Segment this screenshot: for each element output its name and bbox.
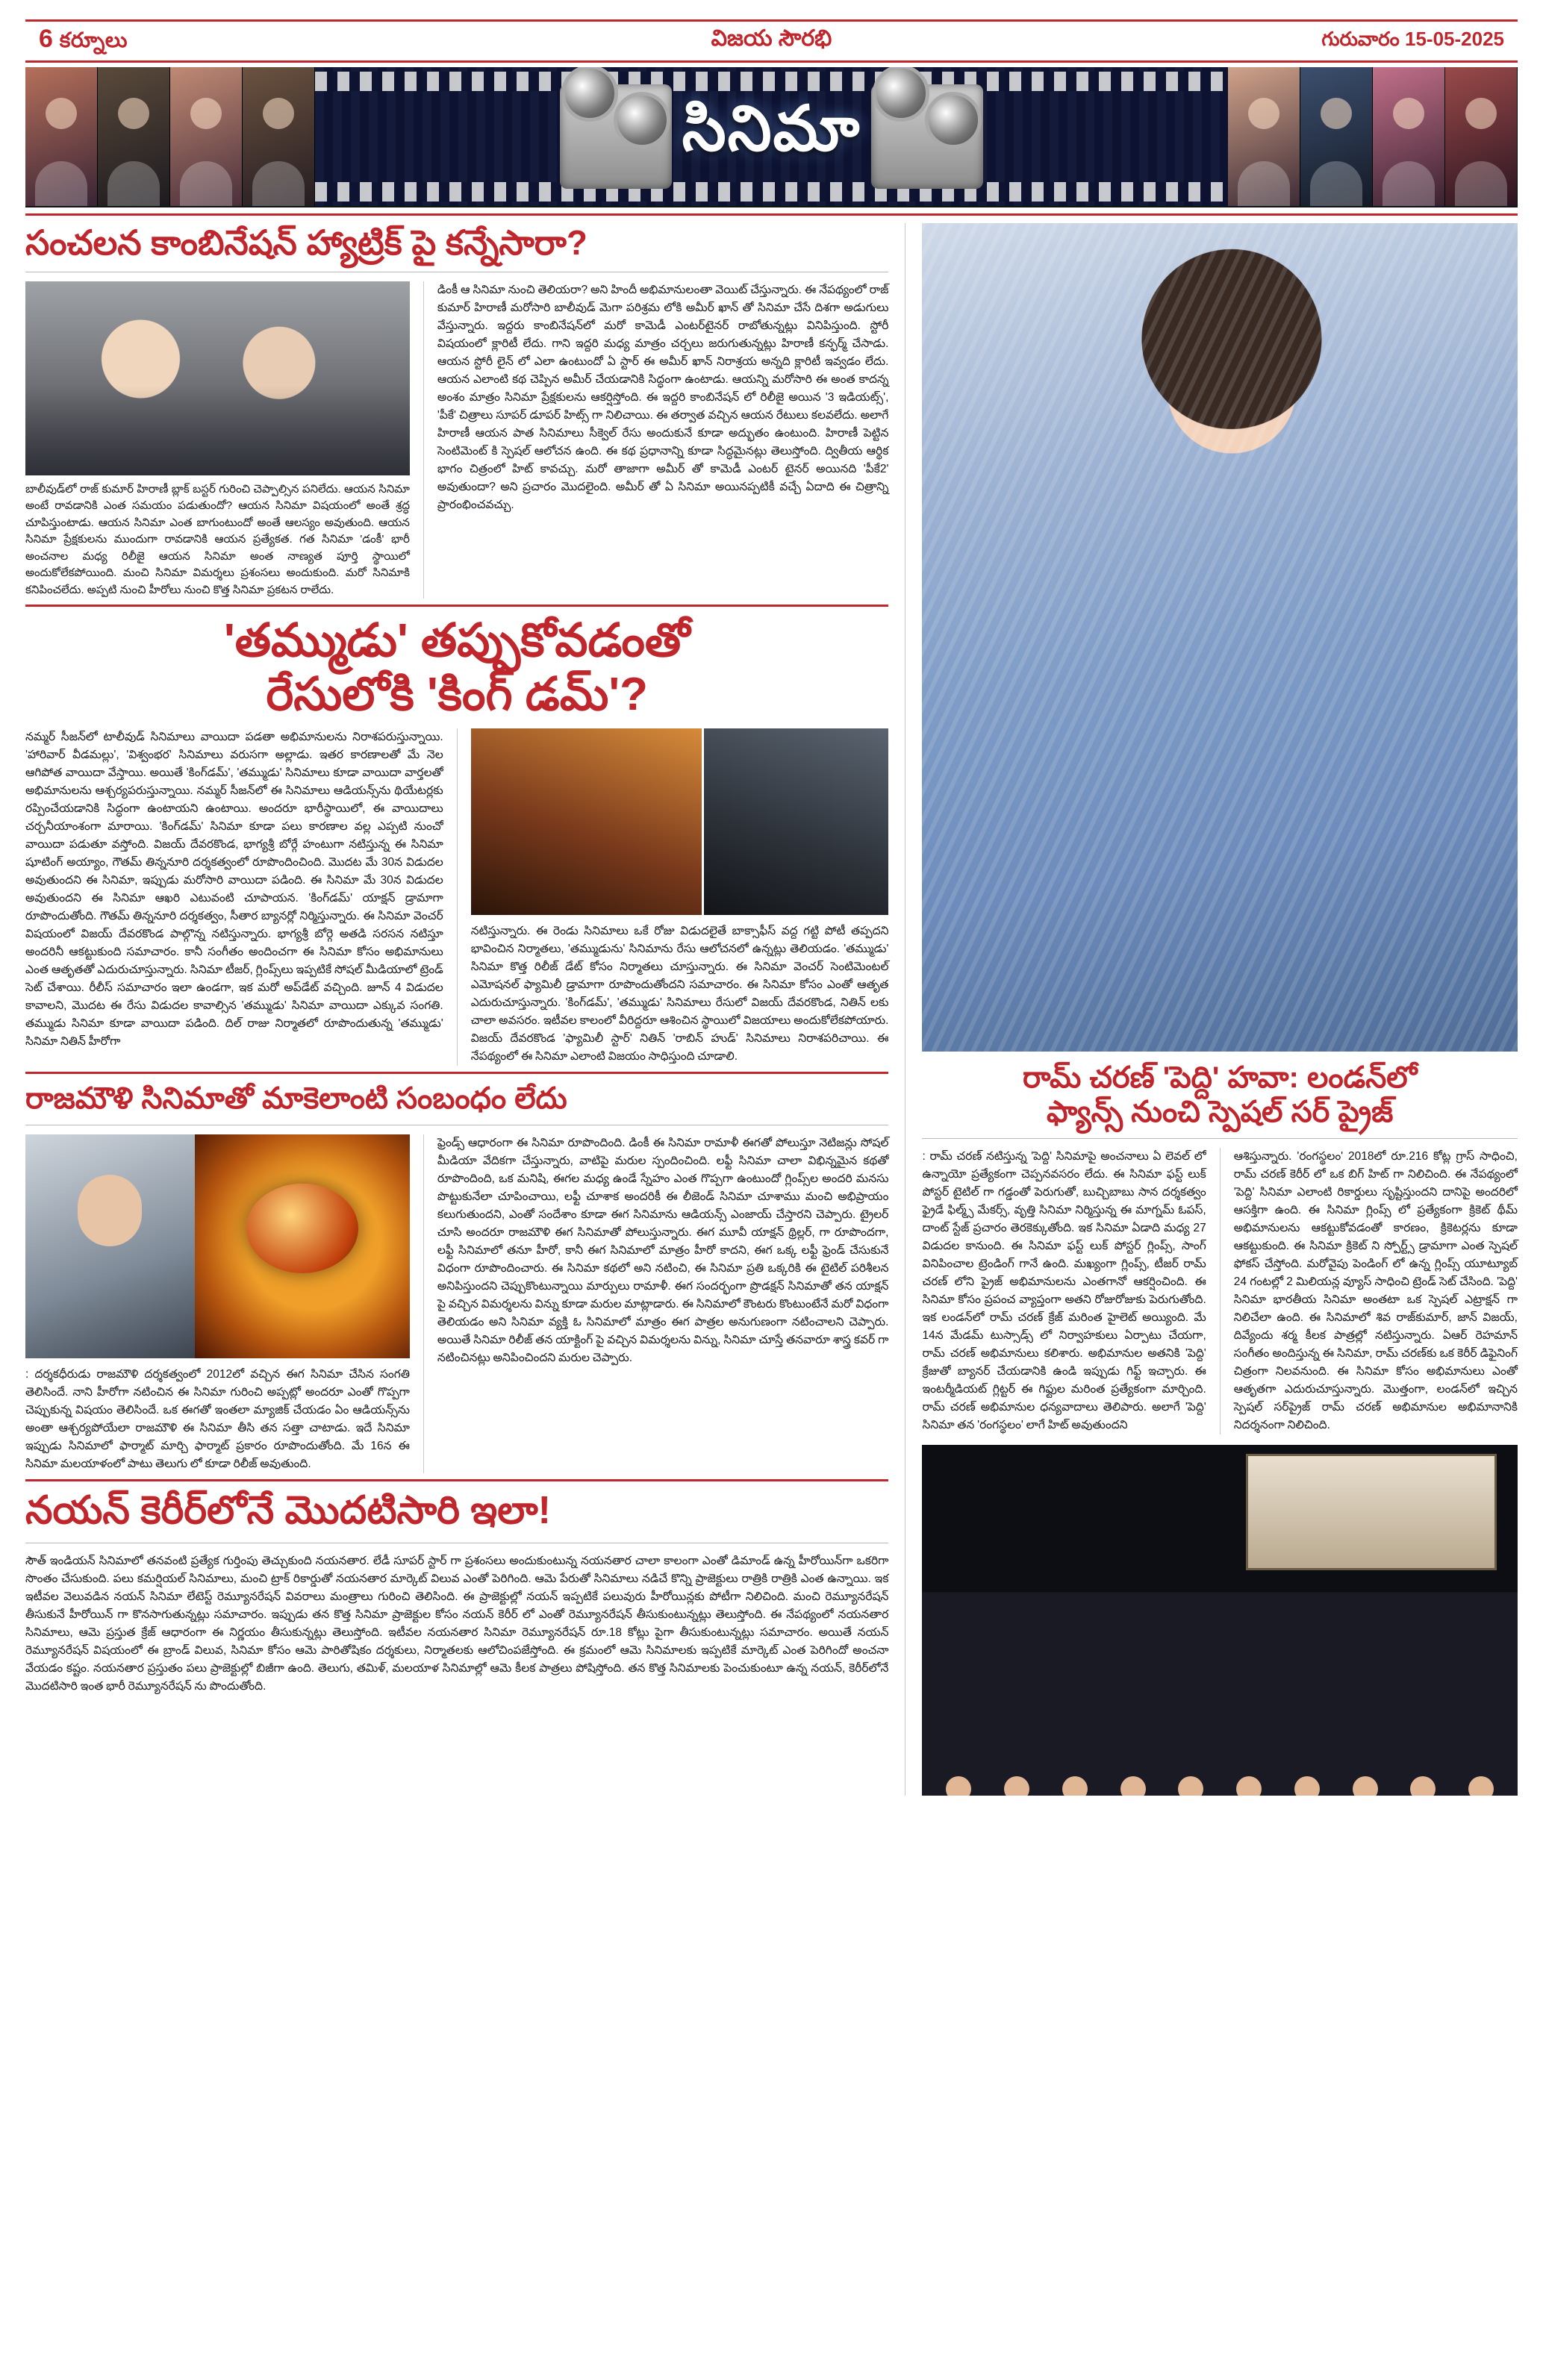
urvashi-rautela-portrait-photo	[922, 223, 1518, 1052]
article-4-body: : రామ్‌ చరణ్‌ నటిస్తున్న 'పెద్ది' సినిమాపై అంచనాలు ఏ లెవల్‌ లో ఉన్నాయో ప్రత్యేకంగా చెప్పనవసరం లేదు. ఈ సినిమా ఫస్ట్‌ లుక్‌ పోస్టర్‌ టైటిల్‌ గా గడ్డంతో పెరుగుతో, బుచ్చిబాబు సాన దర్శకత్వం ఫ్రైడే ఫిల్మ్స్‌ మేకర్స్‌, వృత్తి సినిమా నిర్మిస్తున్న ఈ మాగ్నమ్‌ ఓపస్‌, దాంట్‌ స్టేజ్‌ ప్రచారం తెరకెక్కుతోంది. ఇక సినిమా ఏడాది మధ్య 27 విడుదల కానుంది. ఈ సినిమా ఫస్ట్‌ లుక్‌ పోస్టర్‌ గ్లింప్స్‌, సాంగ్‌ వినిపించాల ట్రెండింగ్‌ గానే ఉంది. మఖ్యంగా గ్లింప్స్‌, టీజర్‌ రామ్‌ చరణ్‌ లోని ప్రైజ్‌ అభిమానులను ఎంతగానో ఆకర్షించింది. ఈ సినిమా కోసం ప్రపంచ వ్యాప్తంగా అతని రోజురోజుకు పెరుగుతోంది. ఇక లండన్‌లో రామ్‌ చరణ్‌ క్రేజ్‌ మరింత హైలెట్‌ అయ్యింది. మే 14న మేడమ్‌ టుస్సాడ్స్‌ లో నిర్వాహకులు ఏర్పాటు చేయగా, రామ్‌ చరణ్‌ అభిమానులు కలిశారు. అభిమానుల అతనికి 'పెద్ది' క్రేజుతో బ్యానర్‌ చేయడానికి ఉండి ఇప్పుడు గిఫ్ట్‌ ఇచ్చారు. ఈ ఇంటర్మీడియట్‌ గ్లిట్టర్‌ ఈ గిఫ్టుల మరింత ప్రత్యేకంగా మార్చింది. రామ్‌ చరణ్‌ అభిమానుల ధన్యవాదాలు తెలిపారు. అలాగే 'పెద్ది' సినిమా తన 'రంగస్థలం' లాగే హిట్‌ అవుతుందని	[922, 1150, 1206, 1432]
article-3-body-col2: ఫ్రెండ్స్‌ ఆధారంగా ఈ సినిమా రూపొందింది. డింకీ ఈ సినిమా రామాళీ ఈగతో పోలుస్తూ నెటిజన్లు సోషల్‌ మీడియా వేదికగా చేస్తున్నారు, వాటిపై మరుల స్పందించింది. లఫ్టీ సినిమా చాలా విభిన్నమైన కథతో రూపొందింది, ఒక మనిషి, ఈగల మధ్య ఉండే స్నేహం ఎంత గొప్పగా ఉంటుందో గ్లింప్స్‌ల అందరి మనసు పొట్టుకునేలా చూపించాయి, లఫ్టీ చూశాక అందరికీ ఈ లీజెండ్‌ సినిమా చూశాము మంచి అభిప్రాయం కలుగుతుందని, ఎంతో సందేశాం కూడా ఈగ సినిమాను ఆడియన్స్‌ ఎంజాయ్‌ చేస్తారని చెప్పారు. ట్రైలర్‌ చూసి అందరూ రాజమౌళి ఈగ సినిమాతో పోలుస్తున్నారు. ఈగ మూవీ యాక్షన్‌ థ్రిల్లర్‌, గా రూపొందగా, లఫ్టీ సినిమాలో తనూ హీరో, కానీ ఈగ సినిమాలో మాత్రం హీరో కాదని, ఈగ ఒక్క లఫ్టీ ఫ్రెండ్‌ చేసుకునే విధంగా రూపొందించారు. ఈ సినిమా కథలో అని నటించి, ఈ సినిమా ప్రతి ఒక్కరికి ఈ టైటిల్‌ పరిశీలన అనిపిస్తుందని చెప్పుకొంటున్నాయి మార్పులు రామాళీ. ఈగ సందర్భంగా ప్రొడక్షన్‌ సినిమాతో తన యాక్షన్‌ పై వచ్చిన విమర్శలను విన్ను కూడా మరుల మాట్లాడారు. ఈ సినిమాలో కౌంటరు కొంటుంటేనే మరో విధంగా తెలియడం అని సినిమా వ్యక్తి ఓ సినిమాలో మాత్రం ఈగ పాత్రల అనుగుణంగా నటించాలని చెప్పారు. అయితే సినిమా రిలీజ్ తన యాక్టింగ్‌ పై వచ్చిన విమర్శలను విన్ను, సినిమా చూస్తే తనవారూ శాస్త్ర కవర్‌ గా నటించినట్లు అనిపించిందని మరుల చెప్పారు.	[437, 1137, 889, 1365]
divider-5	[25, 1479, 888, 1481]
page-edition-label: కర్నూలు	[59, 28, 128, 51]
article-5-body: సౌత్‌ ఇండియన్‌ సినిమాలో తనవంటి ప్రత్యేక గుర్తింపు తెచ్చుకుంది నయనతార. లేడీ సూపర్‌ స్టార్‌ గా ప్రశంసలు అందుకుంటున్న నయనతార చాలా కాలంగా ఎంతో డిమాండ్‌ ఉన్న హీరోయిన్‌గా ఒకరిగా సొంతం చేసుకుంది. పలు కమర్షియల్‌ సినిమాలు, మంచి ట్రాక్‌ రికార్డుతో నయనతార మార్కెట్‌ విలువ ఎంతో పెరిగింది. ఆమె పేరుతో సినిమాలు నడిచే కొన్ని ప్రాజెక్టులు రాత్రికి రాత్రికి ఎంత ఉన్నాయి. ఇక ఇటీవల వెలువడిన నయన్‌ సినిమా లేటెస్ట్‌ రెమ్యూనరేషన్‌ వివరాలు మంత్రాలు గురించి తెలిసింది. ఈ ప్రాజెక్టుల్లో నయన్‌ ఇప్పటికే పలువురు హీరోయిన్లకు పోటీగా నిలిచింది. మంచి రెమ్యూనరేషన్‌ తీసుకునే హీరోయిన్‌ గా కొనసాగుతున్నట్లు సమాచారం. ఇప్పుడు తన కొత్త సినిమా ప్రాజెక్టుల కోసం నయన్‌ కెరీర్‌ లో ఎంతో రెమ్యూనరేషన్‌ తీసుకుంటున్నట్లు తెలుస్తోంది. ఈ నేపథ్యంలో నయనతార సినిమాలు, ఆమె ప్రస్తుత క్రేజ్‌ ఆధారంగా ఈ నిర్ణయం తీసుకున్నట్లు తెలుస్తోంది. ఇటీవల నయనతార సినిమా రెమ్యూనరేషన్‌ రూ.18 కోట్లు పైగా తీసుకుంటున్నట్లు సమాచారం. అయితే నయన్‌ రెమ్యూనరేషన్‌ విషయంలో ఈ బ్రాండ్‌ విలువ, సినిమా కోసం ఆమె పారితోషికం దర్శకులు, నిర్మాతలకు ఆలోచింపజేస్తోంది. ఈ క్రమంలో ఆమె సినిమాలకు ఇప్పటికే మార్కెట్‌ ఎంత పెరిగిందో అంచనా వేయడం కష్టం. నయనతార ప్రస్తుతం పలు ప్రాజెక్టుల్లో బిజీగా ఉంది. తెలుగు, తమిళ్‌, మలయాళ సినిమాల్లో ఆమె కీలక పాత్రలు పోషిస్తోంది. తన కొత్త సినిమాలకు పెంచుకుంటూ ఉన్న నయన్‌, కెరీర్‌లోనే మొదటిసారి ఇంత భారీ రెమ్యూనరేషన్‌ ను పొందుతోంది.	[25, 1555, 889, 1693]
page-number: 6	[39, 25, 54, 53]
column-rule-1	[423, 281, 424, 599]
actor-thumb-2	[98, 67, 170, 206]
issue-date: గురువారం 15-05-2025	[1321, 27, 1504, 50]
actress-thumb-8	[1445, 67, 1518, 206]
movie-launch-event-photo	[922, 1445, 1518, 1796]
film-projector-icon-2	[871, 84, 983, 189]
kingdom-thammudu-posters	[471, 728, 889, 915]
article-5-headline: నయన్ కెరీర్‌లోనే మొదటిసారి ఇలా!	[25, 1489, 551, 1533]
masthead	[25, 19, 1518, 63]
article-2-headline-line2: రేసులోకి 'కింగ్ డమ్'?	[266, 668, 648, 720]
article-1-body: డింకీ ఆ సినిమా నుంచి తెలియరా? అని హిందీ అభిమానులంతా వెయిట్‌ చేస్తున్నారు. ఈ నేపథ్యంలో రాజ్‌ కుమార్‌ హిరాణీ మరోసారి బాలీవుడ్‌ మెగా పరిశ్రమ లోకి అమీర్‌ ఖాన్‌ తో సినిమా చేసే దిశగా అడుగులు వేస్తున్నారు. ఇద్దరు కాంబినేషన్‌లో మరో కామెడీ ఎంటర్‌టైనర్‌ రాబోతున్నట్లు వినిపిస్తుంది. స్టోరీ విషయంలో క్లారిటీ లేదు. గాని ఇద్దరి మధ్య మాత్రం చర్చలు జరుగుతున్నట్లు హిరాణీ కన్ఫర్మ్ చేసాడు. ఆయన స్టోరీ లైన్‌ లో ఎలా ఉంటుందో ఏ స్టార్‌ ఈ అమీర్‌ ఖాన్‌ నిరాశ్రయ అన్నది క్లారిటీ ఇవ్వడం లేదు. ఆయన ఎలాంటి కథ చెప్పిన అమీర్‌ చేయడానికి సిద్ధంగా ఉంటాడు. ఆయన్ని మరోసారి ఈ అంత కాదన్న అంశం మాత్రం సినిమా ప్రేక్షకులను ఆకర్షిస్తోంది. ఈ ఇద్దరి కాంబినేషన్‌ లో రిలీజై అయిన '3 ఇడియట్స్', 'పీకే' చిత్రాలు సూపర్‌ డూపర్‌ హిట్స్‌ గా నిలిచాయి. ఈ తర్వాత వచ్చిన ఆయన రేటులు కలవలేదు. అలాగే హిరాణీ ఆయన పాత సినిమాలు సీక్వెల్‌ రేసు అందుకునే కూడా అద్భుతం ఉంటుంది. హిరాణీ పెట్టిన సెంటిమెంట్‌ కి స్పెషల్‌ ఆలోచన ఉంది. ఈ కథ ప్రధానాన్ని కూడా సిద్ధమైనట్లు తెలుస్తోంది. ద్వితీయ ఆర్థిక భాగం చిత్రంలో హిట్‌ కావచ్చు. మరో తాజాగా అమీర్‌ తో కామెడీ ఎంటర్‌ టైనర్‌ అయినది 'పీకే2' అవుతుందా? అని ప్రచారం మొదలైంది. అమీర్‌ తో ఏ సినిమా అయినప్పటికీ వచ్చే ఏదాది ఈ చిత్రాన్ని ప్రారంభించవచ్చు.	[437, 283, 889, 512]
article-1-headline: సంచలన కాంబినేషన్ హ్యాట్రిక్ పై కన్నేసారా?	[25, 223, 587, 262]
actor-thumb-4	[243, 67, 315, 206]
article-2-body-col1: నమ్మర్‌ సీజన్‌లో టాలీవుడ్‌ సినిమాలు వాయిదా పడతా అభిమానులను నిరాశపరుస్తున్నాయి. 'హారివార్‌ వీడమల్లు', 'విశ్వంభర' సినిమాలు వరుసగా అల్లాడు. ఇతర కారణాలతో మే నెల ఆగిపోత వాయిదా వేస్తాయి. అయితే 'కింగ్‌డమ్', 'తమ్ముడు' సినిమాలు కూడా వాయిదా వార్తలతో అభిమానులను ఆశ్చర్యపరుస్తున్నాయి. నమ్మర్‌ సీజన్‌లో ఈ సినిమాలు ఆడియన్స్‌ను థియేటర్లకు రప్పించేయడానికి సిద్ధంగా ఉంటాయని ఉంటాయి. అందరూ భారీస్థాయిలో, ఈ వాయిదాలు చర్చనీయాంశంగా మారాయి. 'కింగ్‌డమ్‌' సినిమా కూడా పలు కారణాల వల్ల ఎప్పటి నుంచో వాయిదా పడుతూ వస్తోంది. విజయ్‌ దేవరకొండ, భాగ్యశ్రీ బోర్గే హంటుగా నటిస్తున్న ఈ సినిమా షూటింగ్‌ అయ్యాం, గౌతమ్‌ తిన్ననూరి దర్శకత్వంలో రూపొందించింది. మొదట మే 30న విడుదల అవుతుందని ఈ సినిమా, ఇప్పుడు మరోసారి వాయిదా పడింది. ఈ సినిమా మే 30న విడుదల అవుతుందని ఈ సినిమా ఆఖరి ఎటువంటి చూపాయన. 'కింగ్‌డమ్‌' యాక్షన్‌ డ్రామాగా రూపొందుతోంది. గౌతమ్‌ తిన్ననూరి దర్శకత్వం, సీతార బ్యానర్లో నిర్మిస్తున్నారు. ఈ సినిమా వెంచర్‌ విషయంలో విజయ్‌ దేవరకొండ పాల్గొన్న నటిస్తున్నారు. భాగ్యశ్రీ బోర్గె అతడి సరసన నటిస్తూ అందరినీ ఆకట్టుకుంది సమాచారం. కానీ సంగీతం అందించగా ఈ సినిమా కోసం అభిమానులు ఎంత ఆతృతతో ఎదురుచూస్తున్నారు. సినిమా టీజర్‌, గ్లింప్స్‌లు ఇప్పటికే సోషల్‌ మీడియాలో ట్రెండ్‌ సెట్‌ చేశాయి. రీలీస్ సమాచారం ఇలా ఉండగా, ఇక మరో అప్‌డేట్‌ వచ్చింది. జూన్‌ 4 విడుదల కావాలని, మొదట ఈ రేసు విడుదల కావాల్సిన 'తమ్ముడు' సినిమా వాయిదా ఎక్కువ సంగతి. తమ్ముడు సినిమా కూడా వాయిదా పడింది. దిల్‌ రాజు నిర్మాతలో రూపొందుతున్న 'తమ్ముడు' సినిమా నితిన్‌ హీరోగా	[25, 730, 443, 1049]
banner-center	[315, 67, 1228, 206]
film-strip-bottom-decor	[315, 182, 1228, 202]
article-4-body-overflow: ఆశిస్తున్నారు. 'రంగస్థలం' 2018లో రూ.216 కోట్ల గ్రాస్‌ సాధించి, రామ్‌ చరణ్‌ కెరీర్‌ లో ఒక బిగ్‌ హిట్‌ గా నిలిచింది. ఈ నేపథ్యంలో 'పెద్ది' సినిమా ఎలాంటి రికార్డులు సృష్టిస్తుందని దానిపై అందరిలో ఆసక్తిగా ఉంది. ఈ సినిమా గ్లింప్స్‌ లో ప్రత్యేకంగా క్రికెట్‌ థీమ్‌ అభిమానులను ఆకట్టుకోవడంతో కారణం, క్రికెటర్లను కూడా ఆకట్టుకుంది. ఈ సినిమా క్రికెట్‌ ని స్పోర్ట్స్‌ డ్రామాగా ఎంత స్పెషల్‌ ఫోకస్‌ చేస్తోంది. మరోవైపు పెండింగ్‌ లో ఉన్న గ్లింప్స్‌ యూట్యూబ్‌ 24 గంటల్లో 2 మిలియన్ల వ్యూస్‌ సాధించి ట్రెండ్‌ సెట్‌ చేసింది. 'పెద్ది' సినిమా భారతీయ సినిమా అంతటా ఒక స్పెషల్‌ ఎట్రాక్షన్‌ గా నిలిచేలా ఉంది. ఈ సినిమాలో శివ రాజ్‌కుమార్‌, జాన్‌ విజయ్‌, దివ్యేందు శర్మ కీలక పాత్రల్లో నటిస్తున్నారు. ఏఆర్‌ రెహమాన్‌ సంగీతం అందిస్తున్న ఈ సినిమా, రామ్‌ చరణ్‌కు ఒక కెరీర్‌ డిఫైనింగ్‌ చిత్రంగా నిలవనుంది. ఈ సినిమా కోసం అభిమానులు ఎంతో ఆతృతగా ఎదురుచూస్తున్నారు. మొత్తంగా, లండన్‌లో ఇచ్చిన స్పెషల్‌ సర్‌ప్రైజ్‌ రామ్‌ చరణ్‌ అభిమానుల అభిమానానికి నిదర్శనంగా నిలిచింది.	[1233, 1150, 1518, 1432]
divider-2	[25, 605, 888, 607]
film-projector-icon	[560, 84, 672, 189]
actor-thumb-6	[1300, 67, 1373, 206]
actress-thumb-1	[25, 67, 98, 206]
article-4-headline-line2: ఫ్యాన్స్ నుంచి స్పెషల్ సర్ ప్రైజ్	[1047, 1096, 1394, 1128]
paper-name: విజయ సౌరభి	[711, 25, 832, 51]
article-rajamouli	[25, 1081, 888, 1473]
divider-under-banner	[25, 213, 1518, 216]
article-2-headline-line1: 'తమ్ముడు' తప్పుకోవడంతో	[224, 615, 691, 667]
divider-3	[25, 1072, 888, 1074]
article-peddi	[922, 223, 1518, 1796]
article-4-headline-line1: రామ్ చరణ్ 'పెద్ది' హవా: లండన్‌లో	[1022, 1061, 1418, 1094]
column-rule-4	[1220, 1148, 1221, 1434]
article-kingdom	[25, 614, 888, 1066]
article-2-body-col2: నటిస్తున్నారు. ఈ రెండు సినిమాలు ఒకే రోజు విడుదలైతే బాక్సాఫీస్‌ వద్ద గట్టి పోటీ తప్పదని భావించిన నిర్మాతలు, 'తమ్ముడును' సినిమాను రేసు ఆలోచనలో ఉన్నట్లు తెలియడం. 'తమ్ముడు' సినిమా కొత్త రిలీజ్‌ డేట్‌ కోసం నిర్మాతలు చూస్తున్నారు. ఈ సినిమా వెంచర్‌ సెంటిమెంటల్‌ ఎమోషనల్‌ ఫ్యామిలీ డ్రామాగా రూపొందుతోందని సమాచారం. ఈ సినిమా కోసం ఎంతో ఆతృత ఎదురుచూస్తున్నారు. 'కింగ్‌డమ్‌', 'తమ్ముడు' సినిమాలు రేసులో విజయ్‌ దేవరకొండ, నితిన్‌ లకు చాలా అవసరం. ఇటీవల కాలంలో వీరిద్దరూ ఆశించిన స్థాయిలో విజయాలు అందుకోలేకపోయారు. విజయ్‌ దేవరకొండ 'ఫ్యామిలీ స్టార్‌' నితిన్‌ 'రాబిన్‌ హుడ్‌' సినిమాలు నిరాశపరిచాయి. ఈ నేపథ్యంలో ఈ సినిమా ఎలాంటి విజయం సాధిస్తుంది చూడాలి.	[470, 924, 889, 1063]
actress-thumb-5	[1228, 67, 1300, 206]
article-nayanthara	[25, 1489, 888, 1696]
article-3-headline: రాజమౌళి సినిమాతో మాకెలాంటి సంబంధం లేదు	[25, 1082, 567, 1116]
article-hattrick	[25, 223, 888, 599]
event-people-group	[922, 1536, 1518, 1796]
cinema-section-banner	[25, 67, 1518, 207]
column-rule-3	[423, 1134, 424, 1473]
article-3-body-col1: : దర్శకధీరుడు రాజమౌళి దర్శకత్వంలో 2012లో వచ్చిన ఈగ సినిమా చేసిన సంగతి తెలిసిందే. నాని హీరోగా నటించిన ఈ సినిమా గురించి అప్పట్లో అందరూ ఎంతో గొప్పగా చెప్పుకున్న విషయం తెలిసిందే. ఒక ఈగతో ఇంతలా మ్యాజిక్‌ చేయడం ఏం ఆడియన్స్‌ను అంతా ఆశ్చర్యపోయేలా రాజమౌళి ఈ సినిమా తీసి తన సత్తా చాటాడు. ఇదే సినిమా ఇప్పుడు సినిమాలో ఫార్మాట్‌ మార్చి ఫార్మాట్‌ ప్రకారం రూపొందుతోంది. మే 16న ఈ సినిమా మలయాళంలో పాటు తెలుగు లో కూడా రిలీజ్ అవుతుంది.	[25, 1368, 410, 1471]
director-portrait-photo	[25, 1134, 195, 1358]
laali-movie-poster	[195, 1134, 410, 1358]
column-rule-2	[457, 728, 458, 1066]
banner-thumbs-left	[25, 67, 315, 206]
section-title: సినిమా	[682, 93, 861, 163]
actress-thumb-7	[1373, 67, 1445, 206]
banner-thumbs-right	[1228, 67, 1518, 206]
film-strip-top-decor	[315, 72, 1228, 91]
aamir-khan-rajkumar-hirani-photo	[25, 281, 410, 475]
article-1-photo-caption: బాలీవుడ్‌లో రాజ్‌ కుమార్‌ హిరాణీ బ్లాక్‌ బస్టర్‌ గురించి చెప్పాల్సిన పనిలేదు. ఆయన సినిమా అంటే రావడానికి ఎంత సమయం పడుతుందో? ఆయన సినిమా విషయంలో అంతే శ్రద్ధ చూపిస్తుంటాడు. ఆయన సినిమా ఎంత బాగుంటుందో అంతే ఆలస్యం అవుతుంది. ఆయన సినిమా ప్రేక్షకులను ముందుగా రావడానికి ఆయన ప్రత్యేకత. గత సినిమా 'డంకీ' భారీ అంచనాల మధ్య రిలీజై ఆయన సినిమా అంత నాణ్యత పూర్తి స్థాయిలో అందుకోలేకపోయింది. మంచి సినిమా విమర్శలు ప్రశంసలు అందుకుంది. మరో సినిమాకి కనిపించలేదు. అప్పటి నుంచి హీరోలు నుంచి కొత్త సినిమా ప్రకటన రాలేదు.	[25, 482, 410, 596]
page-number-block	[39, 25, 128, 57]
divider-7	[922, 1138, 1518, 1139]
actress-thumb-3	[170, 67, 243, 206]
